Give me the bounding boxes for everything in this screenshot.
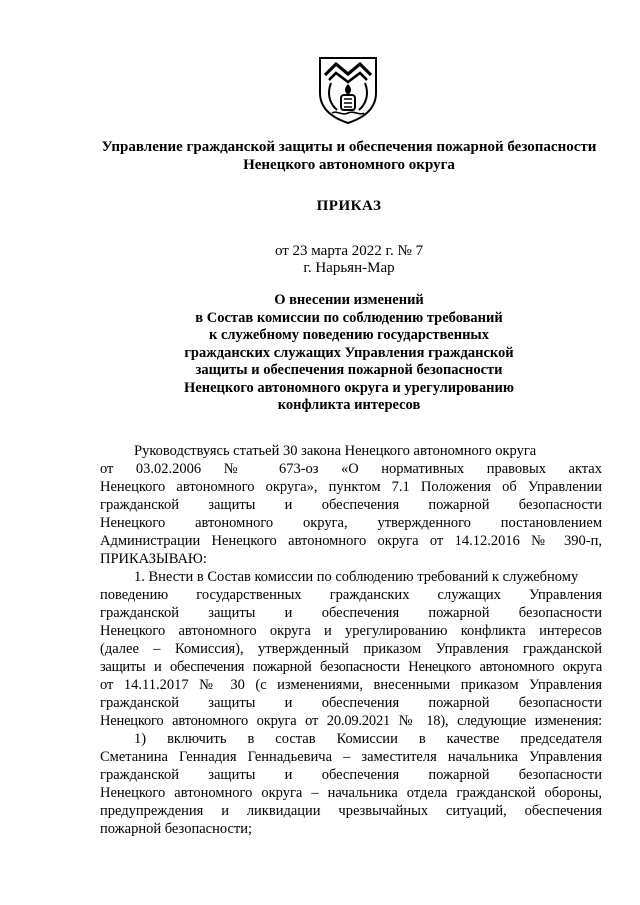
date-place-block [60,243,638,277]
body-line: Ненецкого автономного округа», пунктом 7.1 Положения об Управлении [100,479,602,495]
subject-line: к служебному поведению государственных [208,327,489,343]
organization-region-line: Ненецкого автономного округа [243,157,455,173]
document-date: от 23 марта 2022 г. № 7 [274,243,424,259]
body-line: от 14.11.2017 № 30 (с изменениями, внесенными приказом Управления [100,677,602,693]
body-line: (далее – Комиссия), утвержденный приказом Управления гражданской [100,641,602,657]
body-line: защиты и обеспечения пожарной безопасности Ненецкого автономного округа [100,659,602,675]
organization-header [60,138,638,174]
body-line: 1) включить в состав Комиссии в качестве председателя [134,731,602,747]
document-type-block [60,198,638,215]
body-line: гражданской защиты и обеспечения пожарной безопасности [100,605,602,621]
document-place: г. Нарьян-Мар [303,260,395,276]
body-line: гражданской защиты и обеспечения пожарной безопасности [100,497,602,513]
body-line: 1. Внести в Состав комиссии по соблюдению требований к служебному [134,569,579,585]
document-type: ПРИКАЗ [316,198,382,214]
body-line: Ненецкого автономного округа – начальника отдела гражданской обороны, [100,785,602,801]
subject-line: Ненецкого автономного округа и урегулированию [184,379,514,396]
body-line: пожарной безопасности; [100,821,253,837]
document-subject [60,292,638,415]
body-line: Руководствуясь статьей 30 закона Ненецкого автономного округа [134,443,537,459]
body-line: Ненецкого автономного округа, утвержденного постановлением [100,515,602,531]
subject-line: конфликта интересов [277,397,421,413]
body-line: Ненецкого автономного округа от 20.09.2021 № 18), следующие изменения: [100,713,602,729]
subject-line: защиты и обеспечения пожарной безопасности [195,362,503,378]
body-line: поведению государственных гражданских служащих Управления [100,587,602,603]
body-line: Сметанина Геннадия Геннадьевича – заместителя начальника Управления [100,749,602,765]
document-body [100,442,602,838]
subject-line: в Состав комиссии по соблюдению требований [195,309,503,326]
body-line-directive: ПРИКАЗЫВАЮ: [100,551,207,567]
body-line: Ненецкого автономного округа и урегулированию конфликта интересов [100,623,602,639]
body-line: гражданской защиты и обеспечения пожарной безопасности [100,767,602,783]
subject-line: гражданских служащих Управления гражданской [184,344,514,361]
organization-name-line: Управление гражданской защиты и обеспечения пожарной безопасности [101,139,597,155]
body-line: от 03.02.2006 № 673-оз «О нормативных правовых актах [100,461,602,477]
subject-line: О внесении изменений [274,292,424,308]
body-line: предупреждения и ликвидации чрезвычайных ситуаций, обеспечения [100,803,602,819]
coat-of-arms-icon [317,55,379,125]
body-line: Администрации Ненецкого автономного округа от 14.12.2016 № 390-п, [100,533,602,549]
body-line: гражданской защиты и обеспечения пожарной безопасности [100,695,602,711]
